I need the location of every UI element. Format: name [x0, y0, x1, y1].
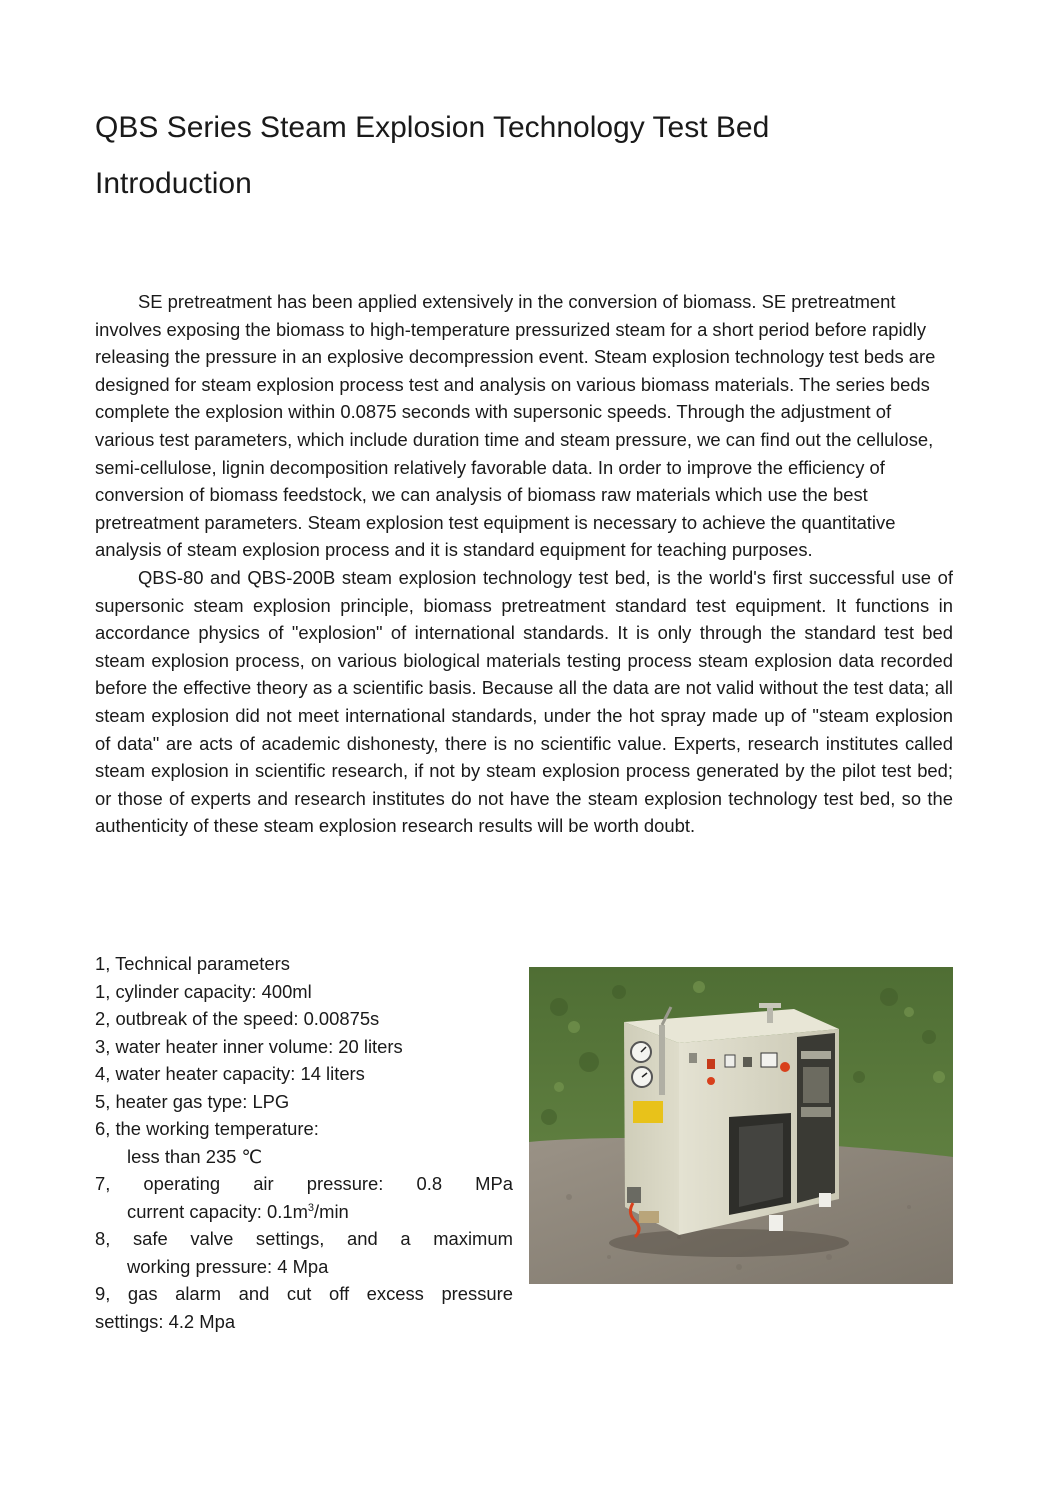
- warning-label: [633, 1101, 663, 1123]
- param-working-temperature-value: less than 235 ℃: [127, 1145, 263, 1167]
- test-bed-photo: [529, 967, 953, 1284]
- paragraph-1: SE pretreatment has been applied extensively in the conversion of biomass. SE pretreatment involves exposing the biomass to high-temperature pressurized steam for a short period before rapidly releasing the pressure in an explosive decompression event. Steam explosion technology test beds are designed for steam explosion process test and analysis on various biomass materials. The series beds complete the explosion within 0.0875 seconds with supersonic speeds. Through the adjustment of various test parameters, which include duration time and steam pressure, we can find out the cellulose, semi-cellulose, lignin decomposition relatively favorable data. In order to improve the efficiency of conversion of biomass feedstock, we can analysis of biomass raw materials which use the best pretreatment parameters. Steam explosion test equipment is necessary to achieve the quantitative analysis of steam explosion process and it is standard equipment for teaching purposes.: [95, 291, 936, 561]
- param-safe-valve-settings: 8, safe valve settings, and a maximum: [95, 1228, 513, 1249]
- param-heater-gas-type: 5, heater gas type: LPG: [95, 1090, 290, 1112]
- paragraph-2: QBS-80 and QBS-200B steam explosion technology test bed, is the world's first successful use of supersonic steam explosion principle, biomass pretreatment standard test equipment. It functions in accordance physics of "explosion" of international standards. It is only through the standard test bed steam explosion process, on various biological materials testing process steam explosion data recorded before the effective theory as a scientific basis. Because all the data are not valid without the test data; all steam explosion did not meet international standards, under the hot spray made up of "steam explosion of data" are acts of academic dishonesty, there is no scientific value. Experts, research institutes called steam explosion in scientific research, if not by steam explosion process generated by the pilot test bed; or those of experts and research institutes do not have the steam explosion technology test bed, so the authenticity of these steam explosion research results will be worth doubt.: [95, 566, 953, 837]
- param-gas-alarm: 9, gas alarm and cut off excess pressure: [95, 1283, 513, 1304]
- switch-icon: [780, 1062, 790, 1072]
- document-body: [95, 288, 953, 840]
- param-max-working-pressure: working pressure: 4 Mpa: [127, 1255, 329, 1277]
- parameters-heading: 1, Technical parameters: [95, 953, 290, 974]
- param-working-temperature: 6, the working temperature:: [95, 1118, 319, 1139]
- switch-icon: [707, 1077, 715, 1085]
- title-line-2: Introduction: [95, 167, 252, 200]
- param-water-heater-volume: 3, water heater inner volume: 20 liters: [95, 1035, 403, 1057]
- param-cylinder-capacity: 1, cylinder capacity: 400ml: [95, 980, 312, 1002]
- param-water-heater-capacity: 4, water heater capacity: 14 liters: [95, 1063, 365, 1084]
- indicator-icon: [707, 1059, 715, 1069]
- document-title: [95, 100, 955, 212]
- meter-icon: [761, 1053, 777, 1067]
- title-line-1: QBS Series Steam Explosion Technology Test Bed: [95, 111, 770, 144]
- param-outbreak-speed: 2, outbreak of the speed: 0.00875s: [95, 1008, 380, 1029]
- param-operating-air-pressure: 7, operating air pressure: 0.8 MPa: [95, 1173, 513, 1194]
- param-cut-off-settings: settings: 4.2 Mpa: [95, 1310, 236, 1332]
- param-current-capacity: current capacity: $0.1m^3/\min$: [127, 1200, 349, 1222]
- technical-parameters-list: [95, 950, 513, 1335]
